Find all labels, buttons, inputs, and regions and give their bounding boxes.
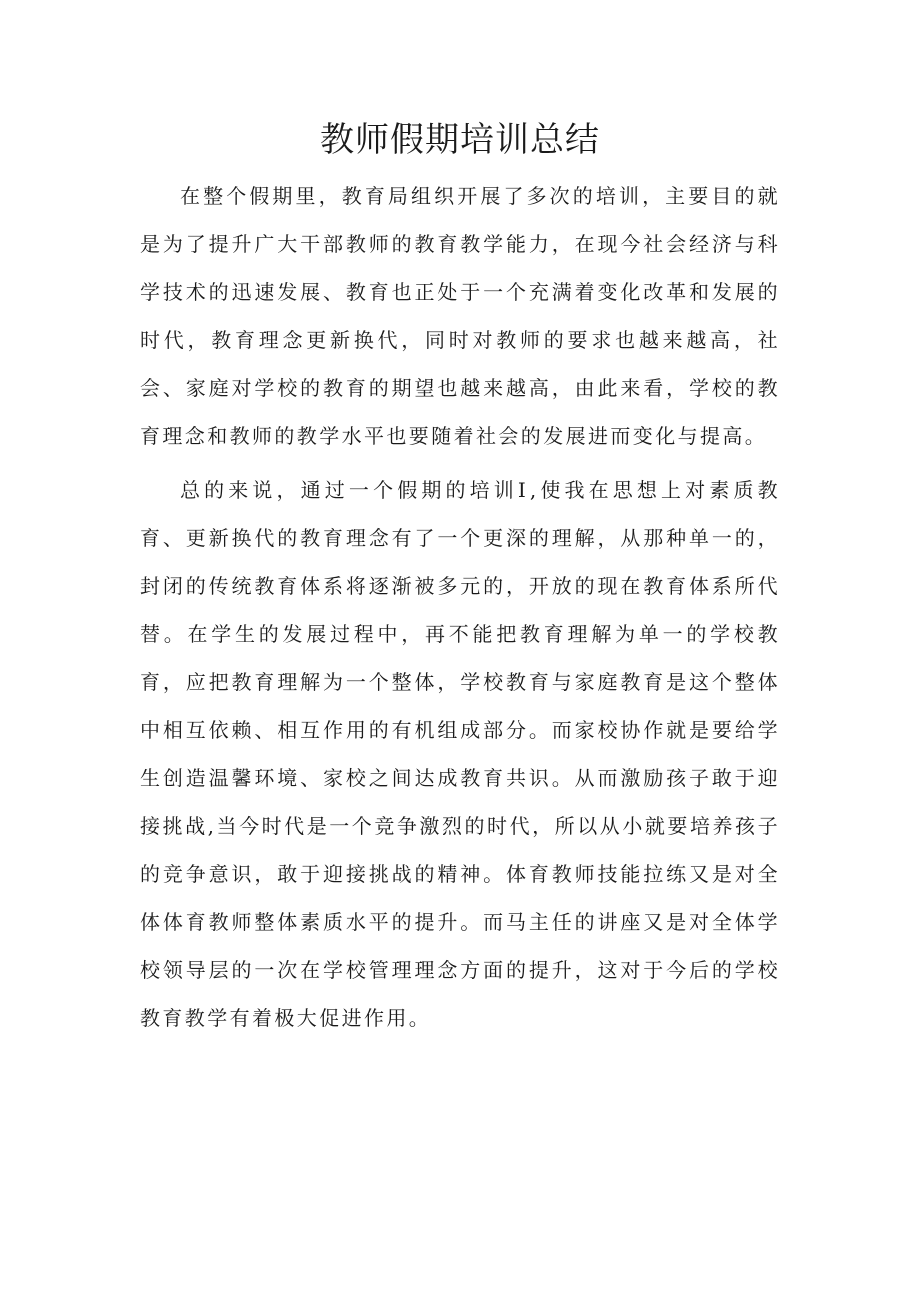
paragraph-1: 在整个假期里，教育局组织开展了多次的培训，主要目的就是为了提升广大干部教师的教育教学能力，在现今社会经济与科学技术的迅速发展、教育也正处于一个充满着变化改革和发展的时代，教育理念更新换代，同时对教师的要求也越来越高，社会、家庭对学校的教育的期望也越来越高，由此来看，学校的教育理念和教师的教学水平也要随着社会的发展进而变化与提高。 [140, 184, 780, 448]
paragraph-2: 总的来说，通过一个假期的培训Ⅰ,使我在思想上对素质教育、更新换代的教育理念有了一个更深的理解，从那种单一的，封闭的传统教育体系将逐渐被多元的，开放的现在教育体系所代替。在学生的发展过程中，再不能把教育理解为单一的学校教育，应把教育理解为一个整体，学校教育与家庭教育是这个整体中相互依赖、相互作用的有机组成部分。而家校协作就是要给学生创造温馨环境、家校之间达成教育共识。从而激励孩子敢于迎接挑战,当今时代是一个竞争激烈的时代，所以从小就要培养孩子的竞争意识，敢于迎接挑战的精神。体育教师技能拉练又是对全体体育教师整体素质水平的提升。而马主任的讲座又是对全体学校领导层的一次在学校管理理念方面的提升，这对于今后的学校教育教学有着极大促进作用。 [140, 478, 780, 1030]
document-body [140, 172, 780, 1048]
document-title: 教师假期培训总结 [320, 120, 600, 160]
